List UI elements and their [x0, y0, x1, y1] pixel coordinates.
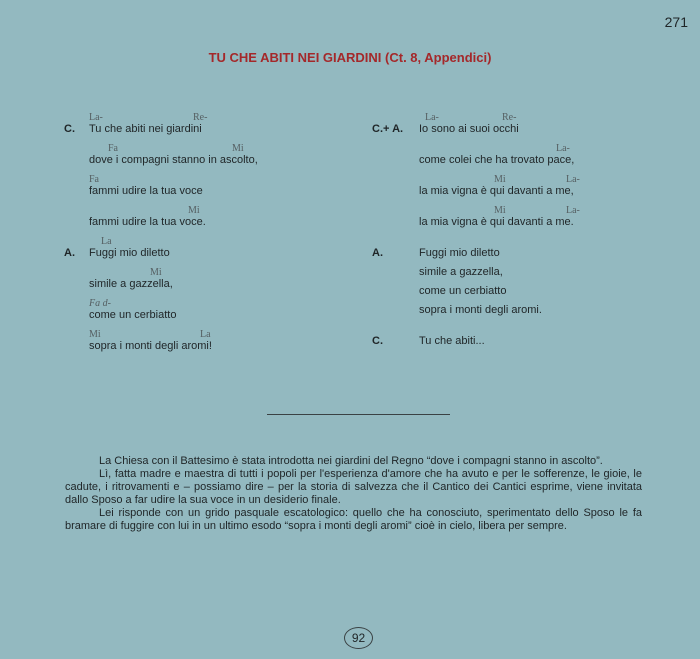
left-lyrics-column	[64, 110, 354, 358]
lyric-line: Fuggi mio diletto	[419, 247, 500, 259]
lyric-line: la mia vigna è qui davanti a me.	[419, 216, 574, 228]
verse-line	[64, 265, 354, 296]
chord: Re-	[502, 112, 517, 123]
song-title: TU CHE ABITI NEI GIARDINI (Ct. 8, Appendici)	[208, 50, 492, 65]
chord: Mi	[150, 267, 162, 278]
verse-line	[64, 172, 354, 203]
page-number: 271	[664, 14, 688, 30]
chord: La-	[566, 174, 580, 185]
verse-line	[372, 284, 672, 303]
chord: La	[200, 329, 211, 340]
speaker-label: C.	[64, 123, 75, 135]
chord: La	[101, 236, 112, 247]
chord: Mi	[494, 205, 506, 216]
right-lyrics-column	[372, 110, 672, 353]
lyric-line: Fuggi mio diletto	[89, 247, 170, 259]
verse-line	[64, 327, 354, 358]
verse-line	[372, 172, 672, 203]
verse-line	[64, 203, 354, 234]
lyric-line: Io sono ai suoi occhi	[419, 123, 519, 135]
speaker-label: C.	[372, 335, 383, 347]
speaker-label: A.	[372, 247, 383, 259]
commentary-paragraph: Lì, fatta madre e maestra di tutti i popoli per l'esperienza d'amore che ha avuto e per le sofferenze, le gioie, le cadute, i ritrovamenti e – possiamo dire – per la storia di salvezza che il Cantico dei Cantici esprime, viene invitata dallo Sposo a far udire la sua voce in un desiderio finale.	[65, 468, 642, 506]
verse-line	[372, 322, 672, 353]
lyric-line: sopra i monti degli aromi.	[419, 304, 542, 316]
verse-line	[372, 303, 672, 322]
lyric-line: simile a gazzella,	[419, 266, 503, 278]
chord: La-	[556, 143, 570, 154]
lyric-line: come colei che ha trovato pace,	[419, 154, 575, 166]
verse-line	[64, 141, 354, 172]
lyric-line: come un cerbiatto	[89, 309, 177, 321]
section-divider	[267, 414, 450, 415]
lyric-line: Tu che abiti...	[419, 335, 485, 347]
speaker-label: A.	[64, 247, 75, 259]
chord: Mi	[494, 174, 506, 185]
speaker-label: C.+ A.	[372, 123, 404, 135]
chord: La-	[425, 112, 439, 123]
verse-line	[64, 110, 354, 141]
chord: Fa	[89, 174, 99, 185]
commentary-text	[65, 455, 642, 533]
chord: Fa	[108, 143, 118, 154]
chord: Re-	[193, 112, 208, 123]
chord: Fa d-	[89, 298, 111, 309]
lyric-line: Tu che abiti nei giardini	[89, 123, 202, 135]
lyric-line: fammi udire la tua voce	[89, 185, 203, 197]
verse-line	[372, 110, 672, 141]
verse-line	[64, 234, 354, 265]
lyric-line: la mia vigna è qui davanti a me,	[419, 185, 574, 197]
chord: Mi	[89, 329, 101, 340]
verse-line	[372, 265, 672, 284]
lyric-line: dove i compagni stanno in ascolto,	[89, 154, 258, 166]
commentary-paragraph: Lei risponde con un grido pasquale escatologico: quello che ha conosciuto, sperimentato dello Sposo le fa bramare di fuggire con lui in un ultimo esodo “sopra i monti degli aromi” cioè in cielo, libera per sempre.	[65, 507, 642, 532]
chord: Mi	[188, 205, 200, 216]
verse-line	[372, 234, 672, 265]
lyric-line: sopra i monti degli aromi!	[89, 340, 212, 352]
chord: La-	[566, 205, 580, 216]
verse-line	[372, 141, 672, 172]
lyric-line: come un cerbiatto	[419, 285, 507, 297]
lyric-line: fammi udire la tua voce.	[89, 216, 206, 228]
footer-page-number: 92	[344, 627, 373, 649]
verse-line	[372, 203, 672, 234]
chord: Mi	[232, 143, 244, 154]
verse-line	[64, 296, 354, 327]
chord: La-	[89, 112, 103, 123]
commentary-paragraph: La Chiesa con il Battesimo è stata introdotta nei giardini del Regno “dove i compagni stanno in ascolto”.	[99, 455, 603, 467]
lyric-line: simile a gazzella,	[89, 278, 173, 290]
